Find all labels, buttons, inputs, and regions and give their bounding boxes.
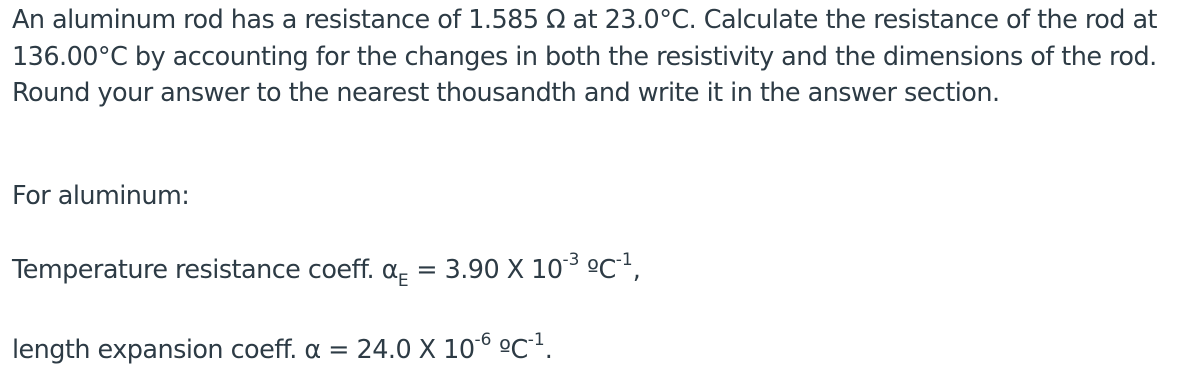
temp-coeff-exponent: -3: [562, 249, 580, 270]
length-coeff-label: length expansion coeff. α = 24.0 X 10: [12, 335, 475, 365]
length-expansion-coefficient: [12, 329, 553, 369]
problem-statement: An aluminum rod has a resistance of 1.585 Ω at 23.0°C. Calculate the resistance of the rod at 136.00°C by accounting for the changes in both the resistivity and the dimensions of the rod. Round your answer to the nearest thousandth and write it in the answer section.: [12, 5, 1157, 108]
length-coeff-unit: ºC: [491, 335, 528, 365]
for-aluminum-heading: For aluminum:: [12, 181, 190, 211]
length-coeff-exponent: -6: [474, 329, 492, 350]
temp-coeff-subscript: E: [397, 271, 409, 292]
temp-coeff-unit-exponent: -1: [615, 249, 633, 270]
temp-coeff-trailing: ,: [632, 255, 641, 285]
temp-coeff-value: = 3.90 X 10: [408, 255, 563, 285]
length-coeff-trailing: .: [544, 335, 553, 365]
length-coeff-unit-exponent: -1: [527, 329, 545, 350]
question-text: [12, 2, 1192, 112]
temp-coeff-unit: ºC: [579, 255, 616, 285]
temp-coeff-label: Temperature resistance coeff. α: [12, 255, 398, 285]
temperature-resistance-coefficient: [12, 249, 641, 292]
